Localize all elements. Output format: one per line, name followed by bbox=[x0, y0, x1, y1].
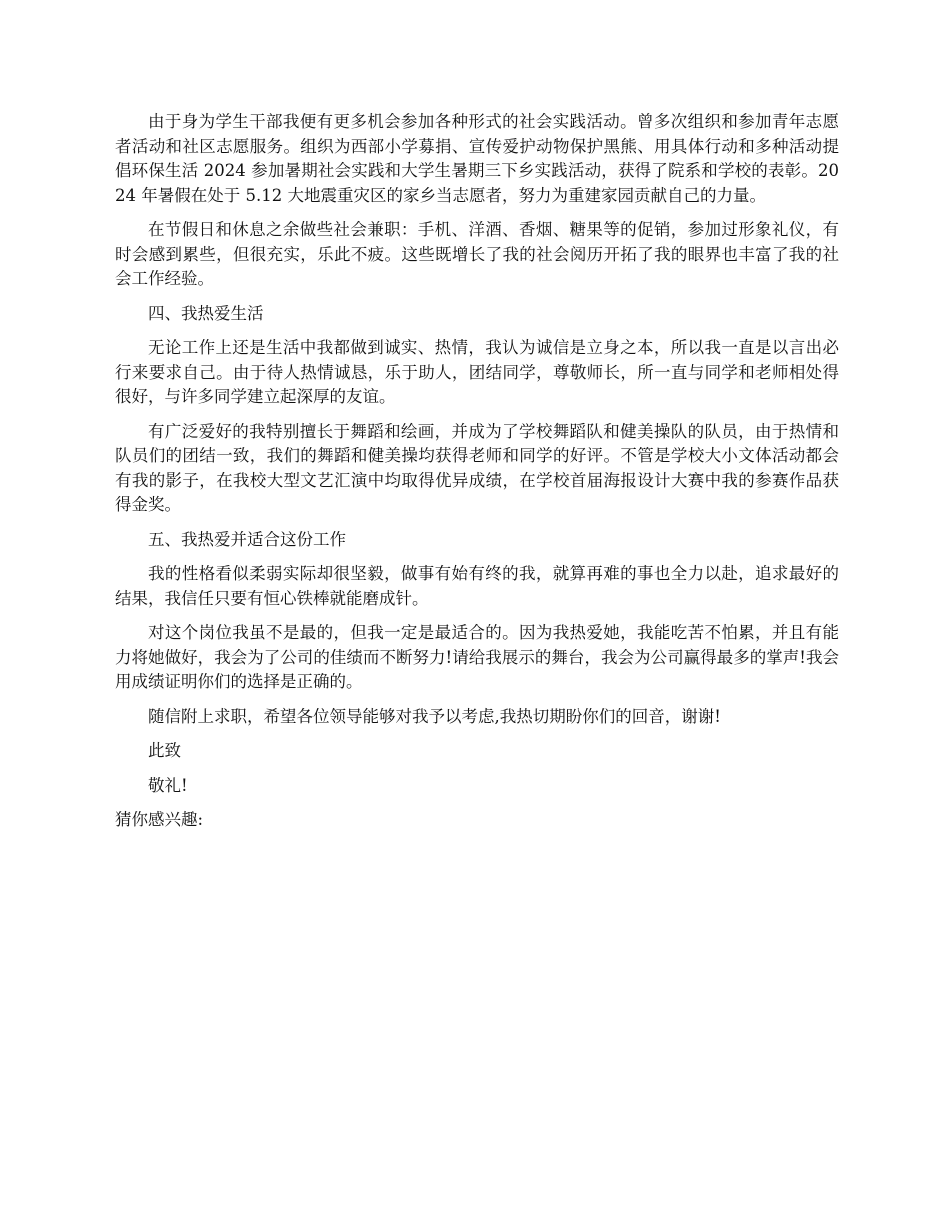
paragraph-job-fit: 对这个岗位我虽不是最的，但我一定是最适合的。因为我热爱她，我能吃苦不怕累，并且有能力将她做好，我会为了公司的佳绩而不断努力!请给我展示的舞台，我会为公司赢得最多的掌声!我会用成绩证明你们的选择是正确的。 bbox=[115, 623, 839, 691]
section-heading-love-life: 四、我热爱生活 bbox=[148, 303, 264, 323]
paragraph-attachment-note: 随信附上求职，希望各位领导能够对我予以考虑,我热切期盼你们的回音，谢谢! bbox=[148, 706, 721, 726]
paragraph-personality: 我的性格看似柔弱实际却很坚毅，做事有始有终的我，就算再难的事也全力以赴，追求最好的结果，我信任只要有恒心铁棒就能磨成针。 bbox=[115, 564, 839, 608]
paragraph-part-time-jobs: 在节假日和休息之余做些社会兼职：手机、洋酒、香烟、糖果等的促销，参加过形象礼仪，有时会感到累些，但很充实，乐此不疲。这些既增长了我的社会阅历开拓了我的眼界也丰富了我的社会工作经验。 bbox=[115, 220, 839, 288]
section-heading-suited-for-job: 五、我热爱并适合这份工作 bbox=[148, 529, 346, 549]
paragraph-social-practice: 由于身为学生干部我便有更多机会参加各种形式的社会实践活动。曾多次组织和参加青年志愿者活动和社区志愿服务。组织为西部小学募捐、宣传爱护动物保护黑熊、用具体行动和多种活动提倡环保生活 2024 参加暑期社会实践和大学生暑期三下乡实践活动，获得了院系和学校的表彰。2024 年暑假在处于 5.12 大地震重灾区的家乡当志愿者，努力为重建家园贡献自己的力量。 bbox=[115, 112, 839, 205]
closing-salutation: 此致 bbox=[148, 741, 181, 760]
closing-regards: 敬礼! bbox=[148, 775, 188, 795]
related-articles-label: 猜你感兴趣: bbox=[115, 810, 204, 829]
paragraph-honesty: 无论工作上还是生活中我都做到诚实、热情，我认为诚信是立身之本，所以我一直是以言出必行来要求自己。由于待人热情诚恳，乐于助人，团结同学，尊敬师长，所一直与同学和老师相处得很好，与许多同学建立起深厚的友谊。 bbox=[115, 338, 839, 406]
paragraph-hobbies: 有广泛爱好的我特别擅长于舞蹈和绘画，并成为了学校舞蹈队和健美操队的队员，由于热情和队员们的团结一致，我们的舞蹈和健美操均获得老师和同学的好评。不管是学校大小文体活动都会有我的影子，在我校大型文艺汇演中均取得优异成绩，在学校首届海报设计大赛中我的参赛作品获得金奖。 bbox=[115, 421, 839, 514]
document-body bbox=[115, 110, 839, 833]
